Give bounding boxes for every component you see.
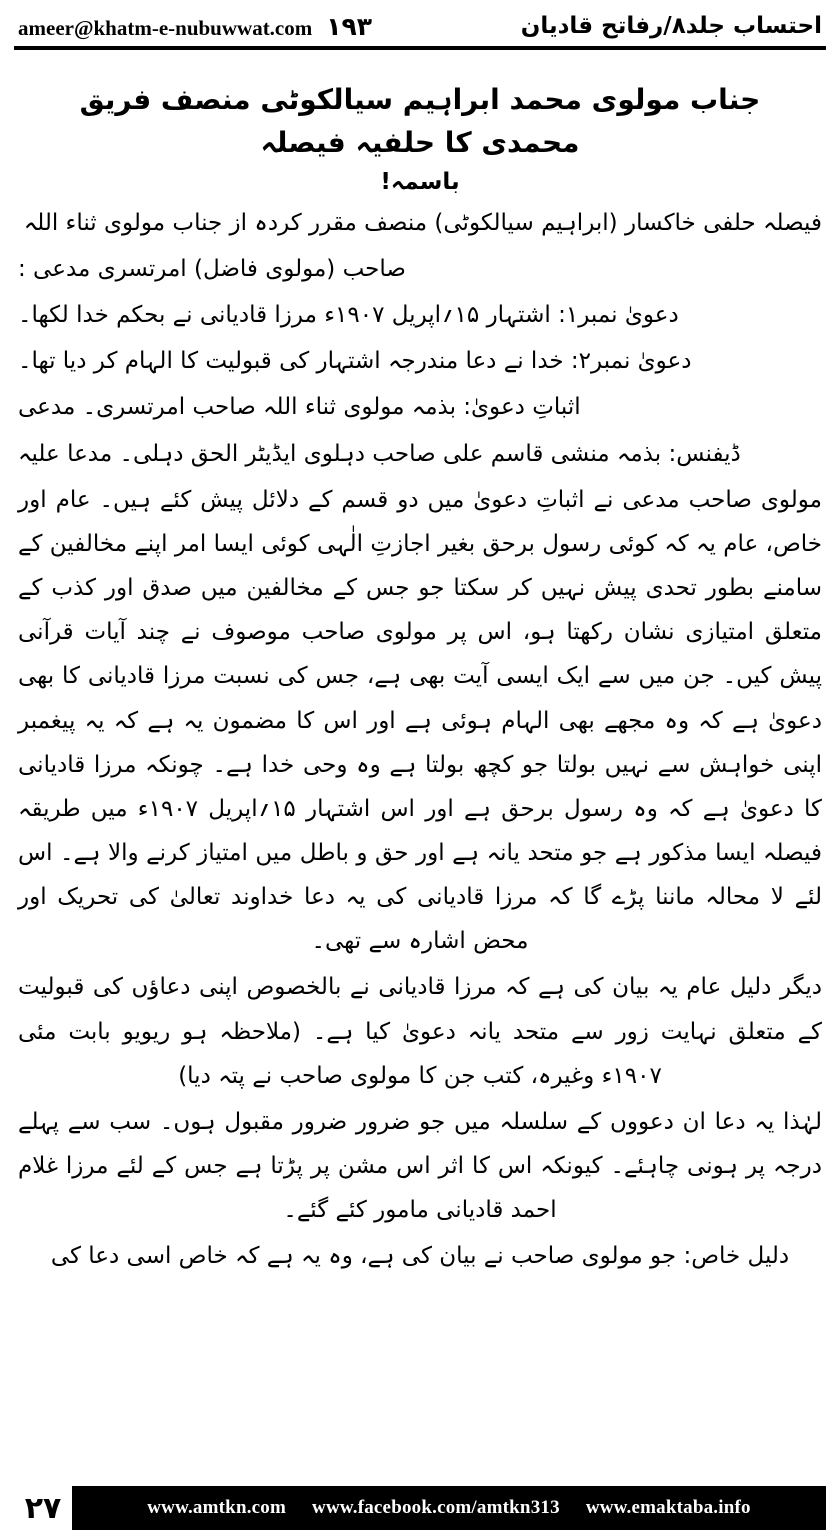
- header-email: ameer@khatm-e-nubuwwat.com: [18, 15, 313, 40]
- header-book-title: احتساب جلد۸/رفاتح قادیان: [520, 13, 822, 39]
- paragraph: فیصلہ حلفی خاکسار (ابراہیم سیالکوٹی) منصف مقرر کردہ از جناب مولوی ثناء اللہ: [23, 209, 822, 236]
- paragraph-special-argument: دلیل خاص: جو مولوی صاحب نے بیان کی ہے، وہ یہ ہے کہ خاص اسی دعا کی: [50, 1243, 790, 1270]
- document-heading: جناب مولوی محمد ابراہیم سیالکوٹی منصف فریق محمدی کا حلفیہ فیصلہ: [79, 83, 761, 160]
- claim-one: دعویٰ نمبر۱: اشتہار ۱۵؍اپریل ۱۹۰۷ء مرزا قادیانی نے بحکم خدا لکھا۔: [18, 302, 679, 329]
- basmala-line: باسمہ!: [380, 168, 460, 195]
- paragraph: مولوی صاحب مدعی نے اثباتِ دعویٰ میں دو قسم کے دلائل پیش کئے ہیں۔ عام اور خاص، عام یہ کہ کوئی رسول برحق بغیر اجازتِ الٰہی کوئی ایسا امر اپنے مخالفین کے سامنے بطور تحدی پیش نہیں کر سکتا جو جس کے مخالفین میں صدق اور کذب کے متعلق امتیازی نشان رکھتا ہو، اس پر مولوی صاحب موصوف نے چند آیات قرآنی پیش کیں۔ جن میں سے ایک ایسی آیت بھی ہے، جس کی نسبت مرزا قادیانی کا بھی دعویٰ ہے کہ وہ مجھے بھی الہام ہوئی ہے اور اس کا مضمون یہ ہے کہ یہ پیغمبر اپنی خواہش سے نہیں بولتا جو کچھ بولتا ہے وہ وحی خدا ہے۔ چونکہ مرزا قادیانی کا دعویٰ ہے کہ وہ رسول برحق ہے اور اس اشتہار ۱۵؍اپریل ۱۹۰۷ء میں طریقہ فیصلہ ایسا مذکور ہے جو متحد یانہ ہے اور حق و باطل میں امتیاز کرنے والا ہے۔ اس لئے لا محالہ ماننا پڑے گا کہ مرزا قادیانی کی یہ دعا خداوند تعالیٰ کی تحریک اور محض اشارہ سے تھی۔: [18, 486, 823, 955]
- paragraph: دیگر دلیل عام یہ بیان کی ہے کہ مرزا قادیانی نے بالخصوص اپنی دعاؤں کی قبولیت کے متعلق نہایت زور سے متحد یانہ دعویٰ کیا ہے۔ (ملاحظہ ہو ریویو بابت مئی ۱۹۰۷ء وغیرہ، کتب جن کا مولوی صاحب نے پتہ دیا): [18, 974, 822, 1089]
- footer-links-bar: [72, 1486, 826, 1530]
- header-page-number: ۱۹۳: [326, 11, 373, 41]
- footer-page-number: ۲۷: [14, 1486, 72, 1530]
- paragraph: لہٰذا یہ دعا ان دعووں کے سلسلہ میں جو ضرور ضرور مقبول ہوں۔ سب سے پہلے درجہ پر ہونی چاہئے۔ کیونکہ اس کا اثر اس مشن پر پڑتا ہے جس کے لئے مرزا غلام احمد قادیانی مامور کئے گئے۔: [18, 1108, 822, 1224]
- paragraph: صاحب (مولوی فاضل) امرتسری مدعی :: [18, 255, 406, 282]
- page-header: [18, 8, 822, 44]
- footer-link-emaktaba[interactable]: www.emaktaba.info: [585, 1497, 751, 1518]
- page-footer: [14, 1486, 826, 1530]
- proof-of-claim: اثباتِ دعویٰ: بذمہ مولوی ثناء اللہ صاحب امرتسری۔ مدعی: [18, 394, 581, 421]
- header-left-group: [18, 12, 372, 41]
- footer-link-website[interactable]: www.amtkn.com: [147, 1497, 287, 1518]
- claim-two: دعویٰ نمبر۲: خدا نے دعا مندرجہ اشتہار کی قبولیت کا الہام کر دیا تھا۔: [18, 348, 692, 375]
- defense-line: ڈیفنس: بذمہ منشی قاسم علی صاحب دہلوی ایڈیٹر الحق دہلی۔ مدعا علیہ: [18, 440, 741, 467]
- header-divider: [14, 46, 826, 50]
- document-body: [18, 62, 822, 1448]
- footer-link-facebook[interactable]: www.facebook.com/amtkn313: [312, 1497, 560, 1518]
